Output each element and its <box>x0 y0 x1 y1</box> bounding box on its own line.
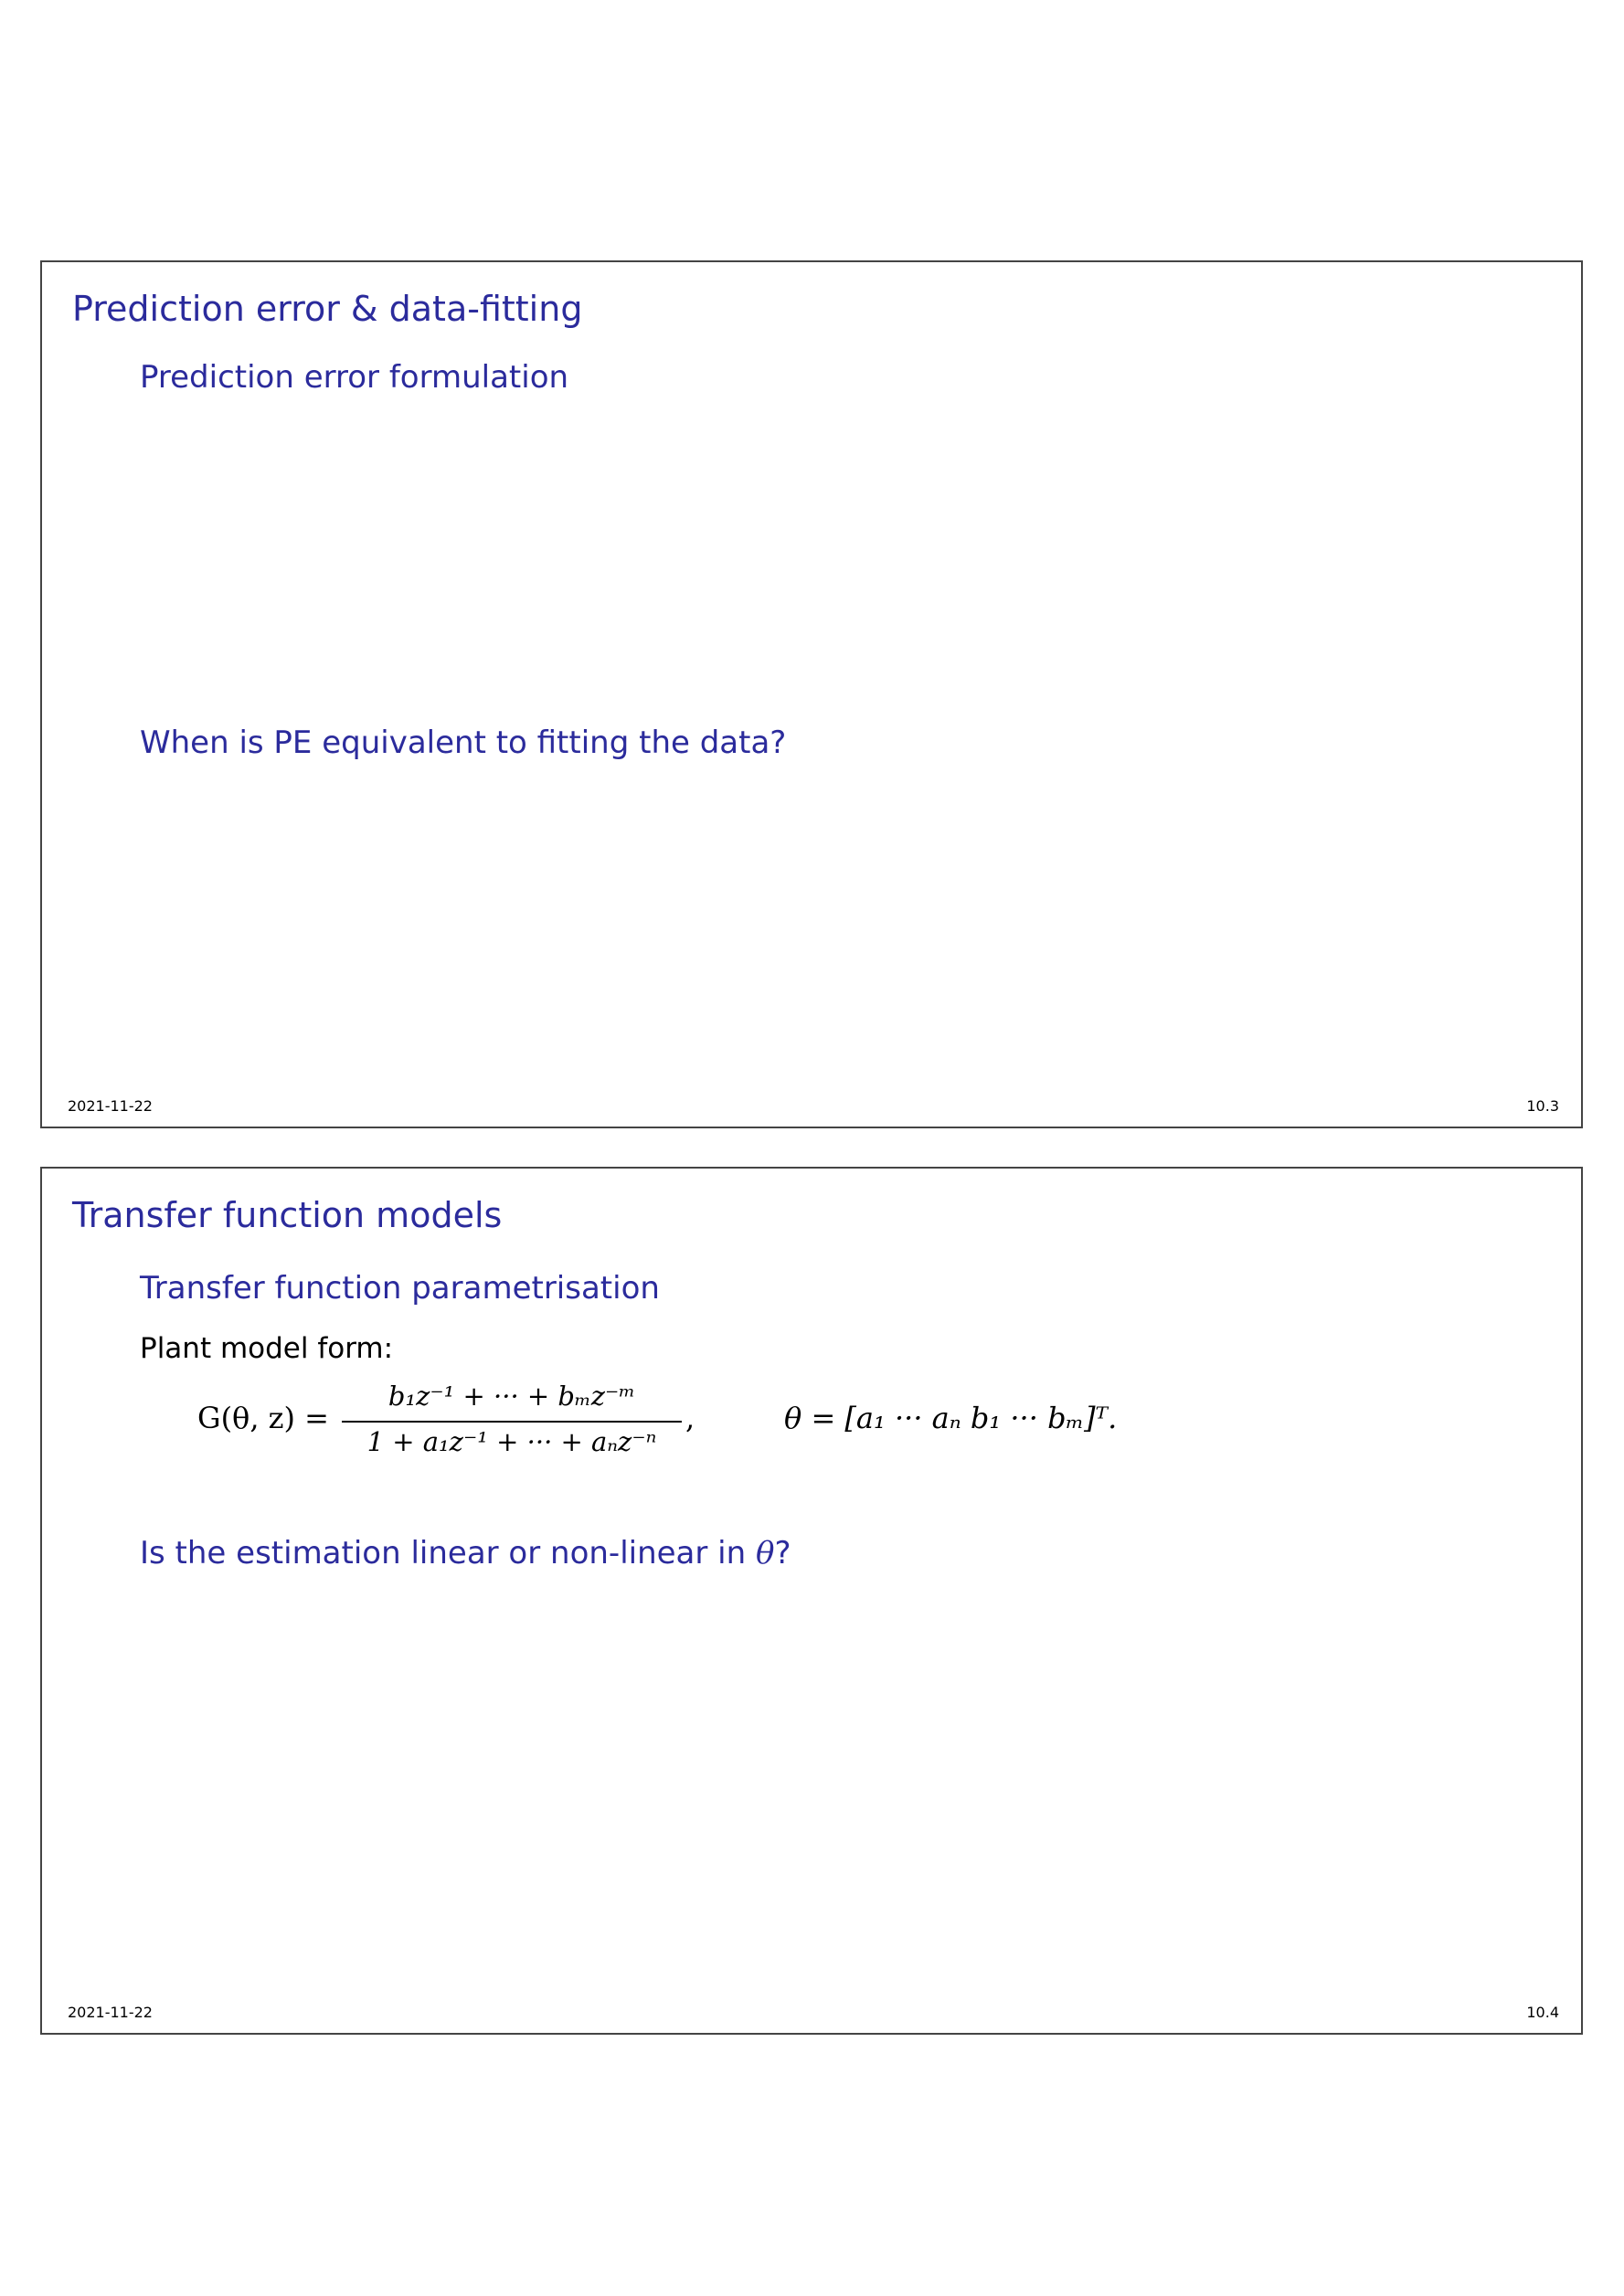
slide-number: 10.3 <box>1526 1097 1559 1115</box>
slide-title: Prediction error & data-fitting <box>72 289 583 329</box>
slide-date: 2021-11-22 <box>68 2004 153 2021</box>
subtitle-transfer-function-parametrisation: Transfer function parametrisation <box>140 1270 660 1307</box>
equation-denominator: 1 + a₁z⁻¹ + ··· + aₙz⁻ⁿ <box>366 1426 657 1457</box>
slide-transfer-function-models <box>40 1167 1583 2035</box>
slide-title: Transfer function models <box>72 1195 503 1235</box>
fraction-bar <box>342 1421 682 1423</box>
slide-date: 2021-11-22 <box>68 1097 153 1115</box>
slide-number: 10.4 <box>1526 2004 1559 2021</box>
slide-prediction-error <box>40 260 1583 1128</box>
question-mark: ? <box>774 1535 791 1571</box>
equation-fraction <box>342 1381 682 1463</box>
subtitle-linearity-question <box>140 1535 791 1572</box>
question-text: Is the estimation linear or non-linear in <box>140 1535 756 1571</box>
equation-lhs: G(θ, z) = <box>197 1401 329 1435</box>
subtitle-prediction-error-formulation: Prediction error formulation <box>140 359 569 396</box>
equation-comma: , <box>685 1401 695 1435</box>
plant-model-label: Plant model form: <box>140 1332 394 1365</box>
equation-numerator: b₁z⁻¹ + ··· + bₘz⁻ᵐ <box>387 1381 636 1412</box>
parameter-vector: θ = [a₁ ··· aₙ b₁ ··· bₘ]ᵀ. <box>784 1401 1118 1435</box>
theta-symbol: θ <box>755 1535 775 1571</box>
transfer-function-equation <box>197 1381 1294 1463</box>
subtitle-pe-equivalence-question: When is PE equivalent to fitting the data? <box>140 725 787 761</box>
